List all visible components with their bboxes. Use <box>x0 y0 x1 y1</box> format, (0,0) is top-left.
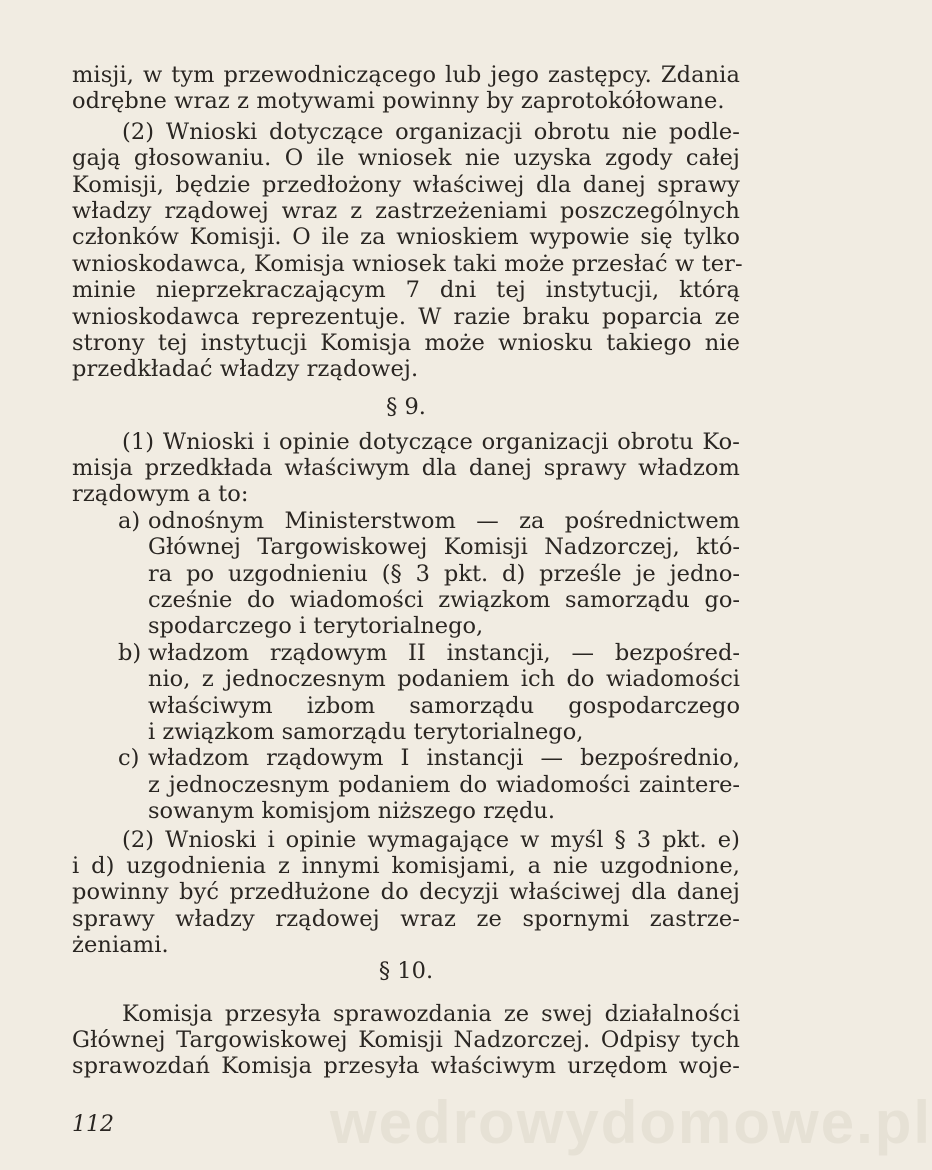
text-line: gają głosowaniu. O ile wniosek nie uzyska zgody całej <box>72 145 740 172</box>
section-9-intro <box>72 429 740 508</box>
list-label: b) <box>118 639 142 666</box>
text-line: powinny być przedłużone do decyzji właściwej dla danej <box>72 879 740 906</box>
text-line: spodarczego i terytorialnego, <box>148 613 484 640</box>
section-9-paragraph-2 <box>72 827 740 959</box>
text-line: władzy rządowej wraz z zastrzeżeniami poszczególnych <box>72 197 740 224</box>
text-line: Głównej Targowiskowej Komisji Nadzorczej, któ- <box>148 534 740 561</box>
text-line: nio, z jednoczesnym podaniem ich do wiadomości <box>148 666 740 693</box>
text-line: Komisji, będzie przedłożony właściwej dla danej sprawy <box>72 171 740 198</box>
text-line: strony tej instytucji Komisja może wniosku takiego nie <box>72 329 740 356</box>
text-line: i związkom samorządu terytorialnego, <box>148 718 584 745</box>
section-heading-10: § 10. <box>378 957 434 984</box>
section-10-paragraph <box>72 1001 740 1080</box>
text-line: sowanym komisjom niższego rzędu. <box>148 798 556 825</box>
text-line: przedkładać władzy rządowej. <box>72 356 419 383</box>
list-item-a <box>72 508 740 640</box>
section-heading-9: § 9. <box>386 393 426 420</box>
list-item-c <box>72 745 740 824</box>
text-line: władzom rządowym I instancji — bezpośrednio, <box>148 745 740 772</box>
text-line: sprawy władzy rządowej wraz ze spornymi zastrze- <box>72 905 740 932</box>
text-line: członków Komisji. O ile za wnioskiem wypowie się tylko <box>72 224 740 251</box>
text-line: cześnie do wiadomości związkom samorządu go- <box>148 587 740 614</box>
page-number: 112 <box>72 1112 114 1137</box>
text-line: właściwym izbom samorządu gospodarczego <box>148 692 740 719</box>
document-page <box>72 62 743 1080</box>
list-label: c) <box>118 745 140 772</box>
text-line: Głównej Targowiskowej Komisji Nadzorczej. Odpisy tych <box>72 1026 740 1053</box>
text-line: rządowym a to: <box>72 481 249 508</box>
text-line: (1) Wnioski i opinie dotyczące organizacji obrotu Ko- <box>122 428 740 455</box>
text-line: i d) uzgodnienia z innymi komisjami, a nie uzgodnione, <box>72 852 740 879</box>
text-line: wnioskodawca reprezentuje. W razie braku poparcia ze <box>72 303 740 330</box>
text-line: misja przedkłada właściwym dla danej sprawy władzom <box>72 455 740 482</box>
text-line: Komisja przesyła sprawozdania ze swej działalności <box>122 1000 740 1027</box>
list-item-b <box>72 640 740 746</box>
paragraph-2 <box>72 118 743 383</box>
text-line: sprawozdań Komisja przesyła właściwym urzędom woje- <box>72 1053 740 1080</box>
text-line: odrębne wraz z motywami powinny by zaprotokółowane. <box>72 88 725 115</box>
text-line: władzom rządowym II instancji, — bezpośred- <box>148 639 740 666</box>
text-line: z jednoczesnym podaniem do wiadomości zaintere- <box>148 771 740 798</box>
watermark: wedrowydomowe.pl <box>330 1089 932 1156</box>
text-line: odnośnym Ministerstwom — za pośrednictwem <box>148 507 740 534</box>
text-line: (2) Wnioski dotyczące organizacji obrotu nie podle- <box>122 118 740 145</box>
text-line: misji, w tym przewodniczącego lub jego zastępcy. Zdania <box>72 62 740 88</box>
text-line: żeniami. <box>72 932 169 959</box>
paragraph-continuation <box>72 62 740 115</box>
text-line: wnioskodawca, Komisja wniosek taki może przesłać w ter- <box>72 250 743 277</box>
text-line: ra po uzgodnieniu (§ 3 pkt. d) prześle je jedno- <box>148 560 740 587</box>
text-line: minie nieprzekraczającym 7 dni tej instytucji, którą <box>72 277 740 304</box>
list-label: a) <box>118 507 141 534</box>
text-line: (2) Wnioski i opinie wymagające w myśl § 3 pkt. e) <box>122 826 740 853</box>
